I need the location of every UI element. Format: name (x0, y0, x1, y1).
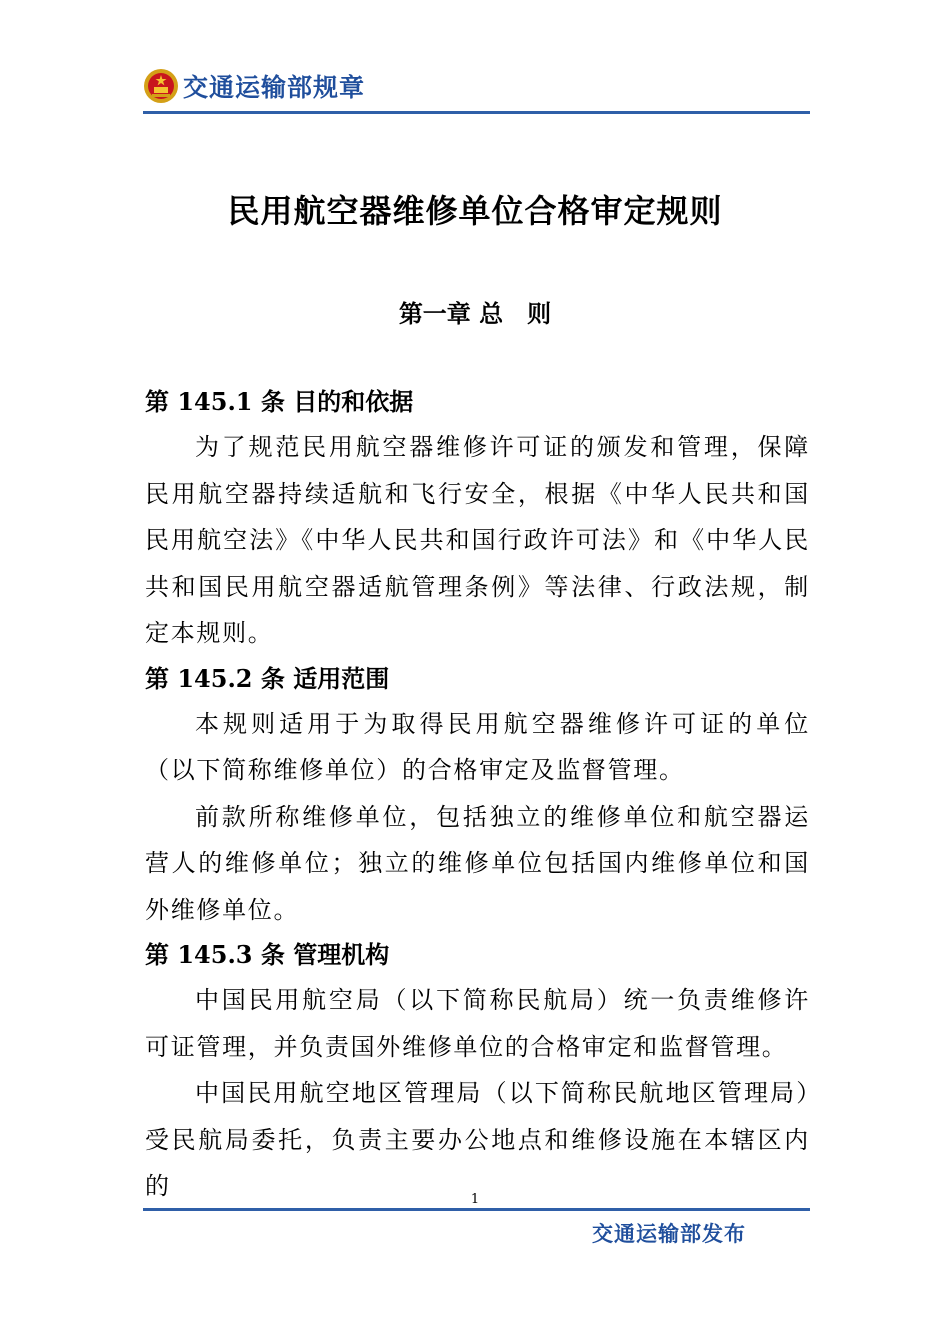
national-emblem-icon (143, 68, 179, 104)
paragraph: 本规则适用于为取得民用航空器维修许可证的单位（以下简称维修单位）的合格审定及监督管理。 (145, 709, 810, 784)
article (145, 657, 810, 934)
header-divider (143, 111, 810, 114)
chapter-heading: 第一章 总 则 (398, 299, 552, 328)
article-number: 第 145.2 条 (145, 663, 285, 693)
article-heading (145, 933, 810, 977)
paragraph: 前款所称维修单位，包括独立的维修单位和航空器运营人的维修单位；独立的维修单位包括国内维修单位和国外维修单位。 (145, 802, 810, 924)
article-number: 第 145.1 条 (145, 387, 285, 416)
document-title: 民用航空器维修单位合格审定规则 (227, 192, 723, 230)
article-heading (145, 657, 810, 701)
page-header (143, 68, 365, 104)
article-heading-text: 适用范围 (293, 664, 390, 693)
header-title: 交通运输部规章 (183, 73, 366, 102)
article (145, 933, 810, 1210)
article-heading (145, 380, 810, 424)
footer-publisher: 交通运输部发布 (592, 1222, 746, 1246)
article-heading-text: 目的和依据 (293, 388, 414, 416)
paragraph: 中国民用航空局（以下简称民航局）统一负责维修许可证管理，并负责国外维修单位的合格审定和监督管理。 (145, 986, 810, 1061)
page-number: 1 (470, 1192, 480, 1207)
paragraph: 为了规范民用航空器维修许可证的颁发和管理，保障民用航空器持续适航和飞行安全，根据《中华人民共和国民用航空法》《中华人民共和国行政许可法》和《中华人民共和国民用航空器适航管理条例》等法律、行政法规，制定本规则。 (145, 433, 810, 647)
article-number: 第 145.3 条 (145, 940, 285, 969)
document-body (145, 380, 810, 1210)
paragraph: 中国民用航空地区管理局（以下简称民航地区管理局）受民航局委托，负责主要办公地点和维修设施在本辖区内的 (145, 1079, 810, 1200)
footer-divider (143, 1208, 810, 1211)
article (145, 380, 810, 657)
article-heading-text: 管理机构 (293, 941, 390, 969)
